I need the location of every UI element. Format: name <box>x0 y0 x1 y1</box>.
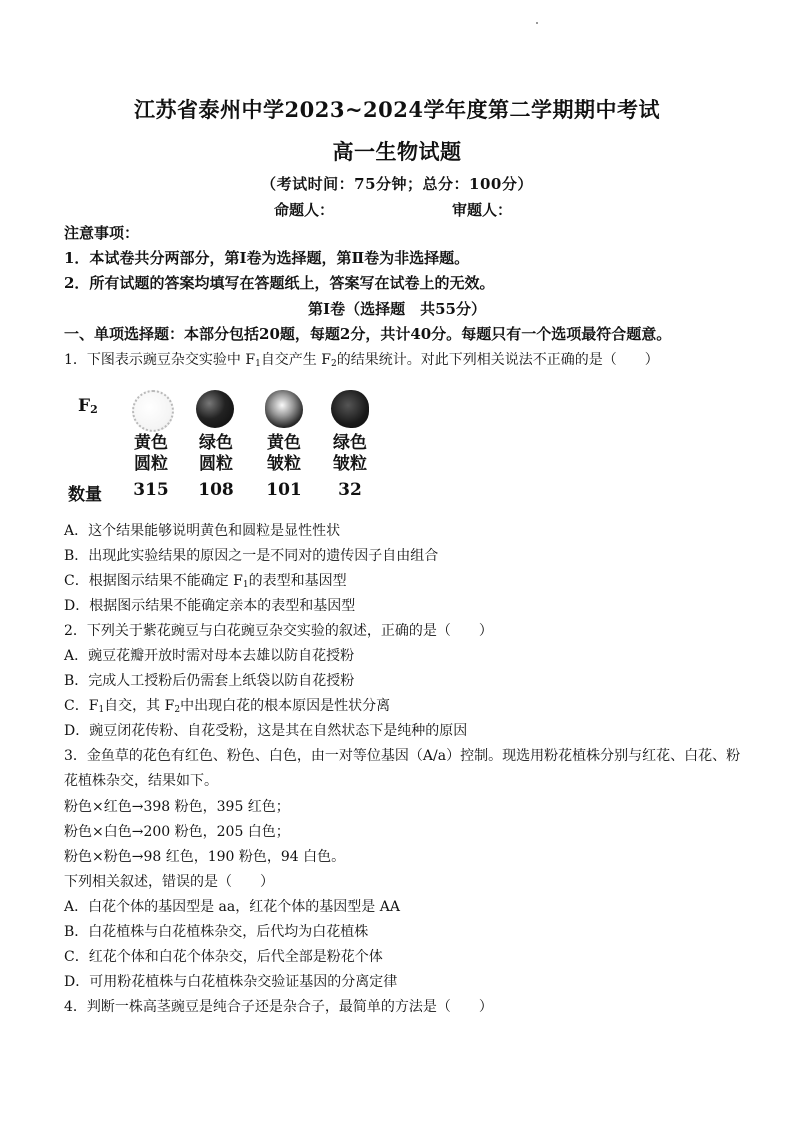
note-item-2: 2．所有试题的答案均填写在答题纸上，答案写在试卷上的无效。 <box>64 274 495 292</box>
phenotype-label: 绿色 圆粒 <box>199 433 233 474</box>
section-heading: 一、单项选择题：本部分包括20题，每题2分，共计40分。每题只有一个选项最符合题意。 <box>64 325 672 343</box>
phenotype-count: 32 <box>338 480 362 500</box>
q3-option-c: C．红花个体和白花个体杂交，后代全部是粉花个体 <box>64 949 383 965</box>
q3-cross-3: 粉色×粉色→98 红色，190 粉色，94 白色。 <box>64 849 346 865</box>
q1-option-a: A．这个结果能够说明黄色和圆粒是显性性状 <box>64 523 341 539</box>
q1-option-c: C．根据图示结果不能确定 $F_1$的表型和基因型 <box>64 573 347 590</box>
exam-info: （考试时间：75分钟；总分：100分） <box>261 175 533 193</box>
q3-option-b: B．白花植株与白花植株杂交，后代均为白花植株 <box>64 924 369 940</box>
author-label: 命题人： <box>274 201 335 219</box>
count-label: 数量 <box>68 485 102 505</box>
q2-option-d: D．豌豆闭花传粉、自花受粉，这是其在自然状态下是纯种的原因 <box>64 723 468 739</box>
note-item-1: 1．本试卷共分两部分，第Ⅰ卷为选择题，第Ⅱ卷为非选择题。 <box>64 249 470 267</box>
phenotype-count: 101 <box>266 480 302 500</box>
q2-option-b: B．完成人工授粉后仍需套上纸袋以防自花授粉 <box>64 673 355 689</box>
green-round-pea-icon <box>196 390 234 428</box>
f2-label: $F_2$ <box>78 396 98 416</box>
q3-cross-2: 粉色×白色→200 粉色，205 白色； <box>64 824 290 840</box>
q1-option-d: D．根据图示结果不能确定亲本的表型和基因型 <box>64 598 356 614</box>
yellow-round-pea-icon <box>132 390 174 432</box>
pea-cross-figure <box>60 378 390 506</box>
part1-heading: 第Ⅰ卷（选择题 共55分） <box>308 300 486 318</box>
green-wrinkled-pea-icon <box>331 390 369 428</box>
q2-option-c: C．$F_1$自交，其 $F_2$中出现白花的根本原因是性状分离 <box>64 698 391 715</box>
phenotype-label: 黄色 皱粒 <box>267 433 301 474</box>
q3-option-a: A．白花个体的基因型是 aa，红花个体的基因型是 AA <box>64 899 400 915</box>
phenotype-label: 绿色 皱粒 <box>333 433 367 474</box>
q3-option-d: D．可用粉花植株与白花植株杂交验证基因的分离定律 <box>64 974 398 990</box>
q3-stem-line2: 花植株杂交，结果如下。 <box>64 773 218 789</box>
q2-stem: 2．下列关于紫花豌豆与白花豌豆杂交实验的叙述，正确的是（ ） <box>64 623 493 639</box>
phenotype-count: 315 <box>133 480 169 500</box>
phenotype-label: 黄色 圆粒 <box>134 433 168 474</box>
q3-prompt: 下列相关叙述，错误的是（ ） <box>64 874 274 890</box>
q1-option-b: B．出现此实验结果的原因之一是不同对的遗传因子自由组合 <box>64 548 439 564</box>
q4-stem: 4．判断一株高茎豌豆是纯合子还是杂合子，最简单的方法是（ ） <box>64 999 493 1015</box>
q1-stem: 1．下图表示豌豆杂交实验中 $F_1$自交产生 $F_2$的结果统计。对此下列相关说法不正确的是（ ） <box>64 352 659 369</box>
notes-heading: 注意事项： <box>64 224 140 242</box>
phenotype-count: 108 <box>198 480 234 500</box>
q3-cross-1: 粉色×红色→398 粉色，395 红色； <box>64 799 290 815</box>
exam-title: 江苏省泰州中学2023~2024学年度第二学期期中考试 <box>134 97 660 122</box>
exam-subtitle: 高一生物试题 <box>332 139 462 164</box>
q3-stem-line1: 3．金鱼草的花色有红色、粉色、白色，由一对等位基因（A/a）控制。现选用粉花植株分别与红花、白花、粉 <box>64 748 741 764</box>
yellow-wrinkled-pea-icon <box>265 390 303 428</box>
reviewer-label: 审题人： <box>452 201 513 219</box>
scan-speck <box>536 22 538 24</box>
q2-option-a: A．豌豆花瓣开放时需对母本去雄以防自花授粉 <box>64 648 355 664</box>
